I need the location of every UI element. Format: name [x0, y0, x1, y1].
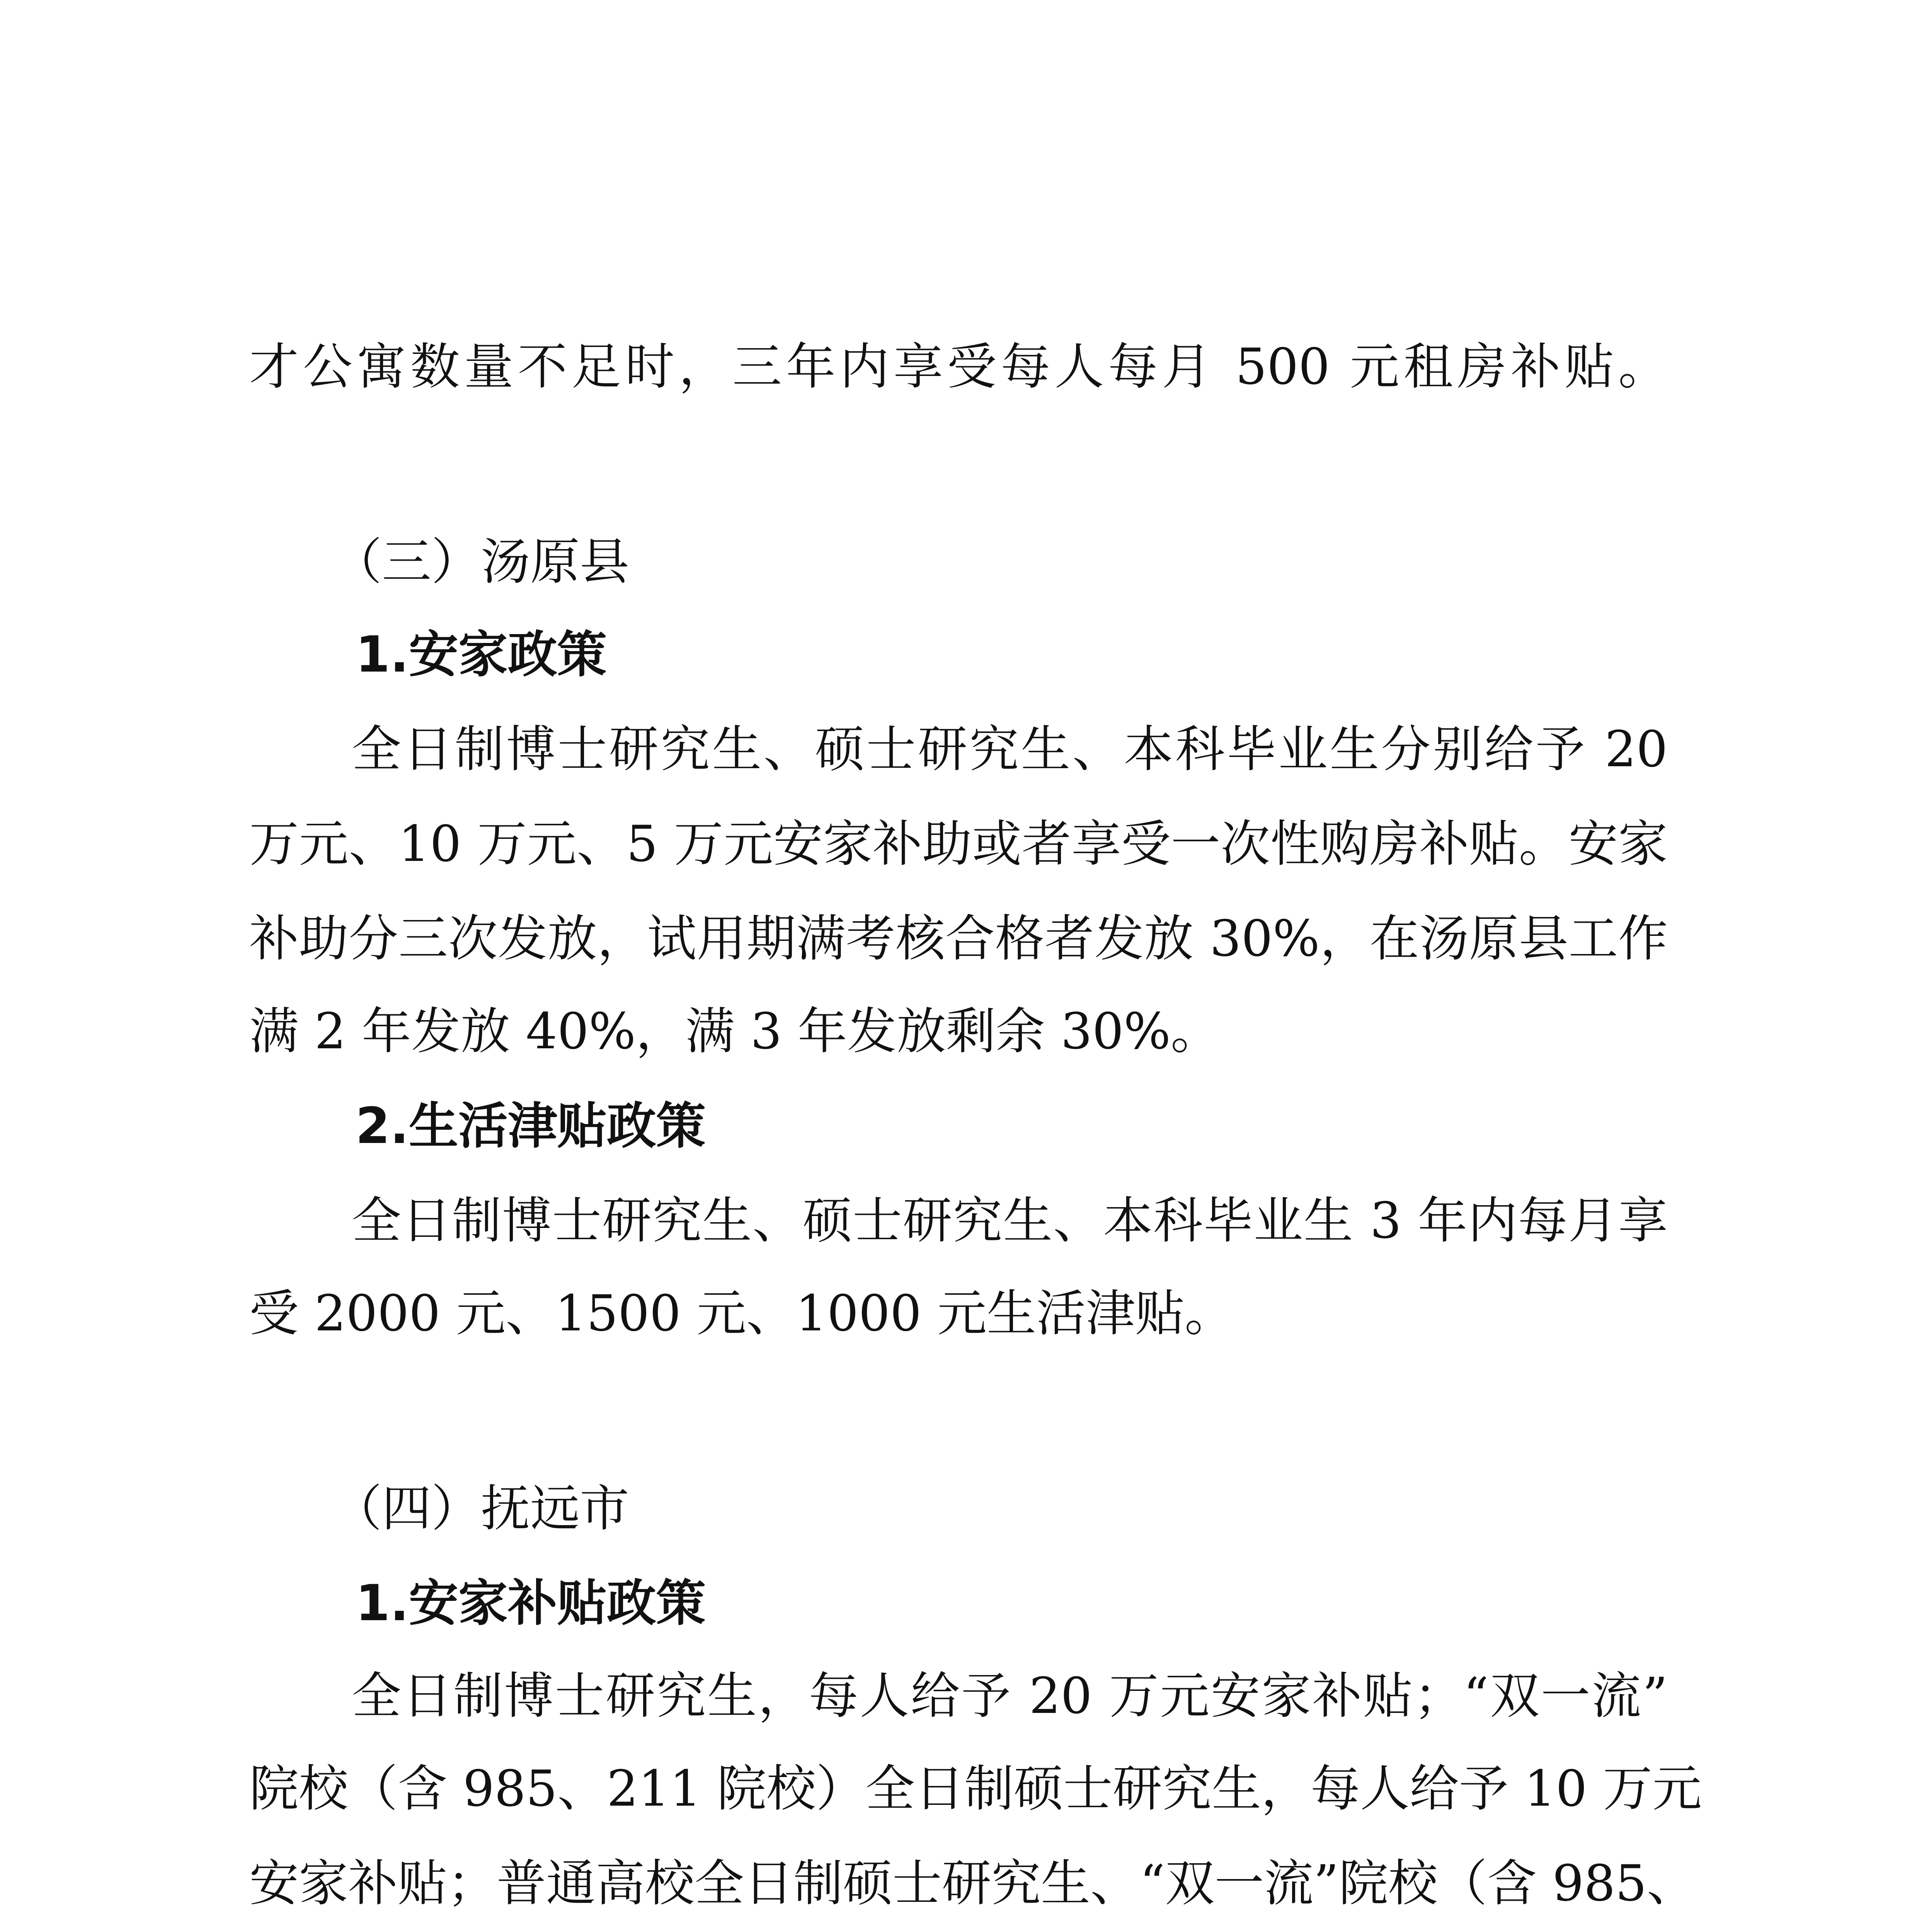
paragraph-line: 万元、10 万元、5 万元安家补助或者享受一次性购房补贴。安家: [249, 815, 1668, 873]
paragraph-line: 受 2000 元、1500 元、1000 元生活津贴。: [249, 1285, 1234, 1342]
paragraph-line: 全日制博士研究生、硕士研究生、本科毕业生分别给予 20: [352, 721, 1668, 778]
section-title-tangyuan: （三）汤原县: [332, 533, 630, 591]
paragraph-line: 安家补贴；普通高校全日制硕士研究生、“双一流”院校（含 985、: [249, 1855, 1696, 1912]
continuation-paragraph-line: 才公寓数量不足时，三年内享受每人每月 500 元租房补贴。: [249, 338, 1668, 396]
paragraph-line: 补助分三次发放，试用期满考核合格者发放 30%，在汤原县工作: [249, 910, 1668, 968]
subsection-title-living-allowance: 2.生活津贴政策: [356, 1097, 706, 1155]
paragraph-line: 满 2 年发放 40%，满 3 年发放剩余 30%。: [249, 1003, 1220, 1060]
paragraph-line: 院校（含 985、211 院校）全日制硕士研究生，每人给予 10 万元: [249, 1760, 1702, 1818]
subsection-title-housing-policy: 1.安家政策: [356, 626, 607, 684]
subsection-title-housing-subsidy-policy: 1.安家补贴政策: [356, 1575, 706, 1632]
paragraph-line: 全日制博士研究生，每人给予 20 万元安家补贴；“双一流”: [352, 1667, 1668, 1725]
paragraph-line: 全日制博士研究生、硕士研究生、本科毕业生 3 年内每月享: [352, 1192, 1668, 1250]
section-title-fuyuan: （四）抚远市: [332, 1480, 630, 1537]
